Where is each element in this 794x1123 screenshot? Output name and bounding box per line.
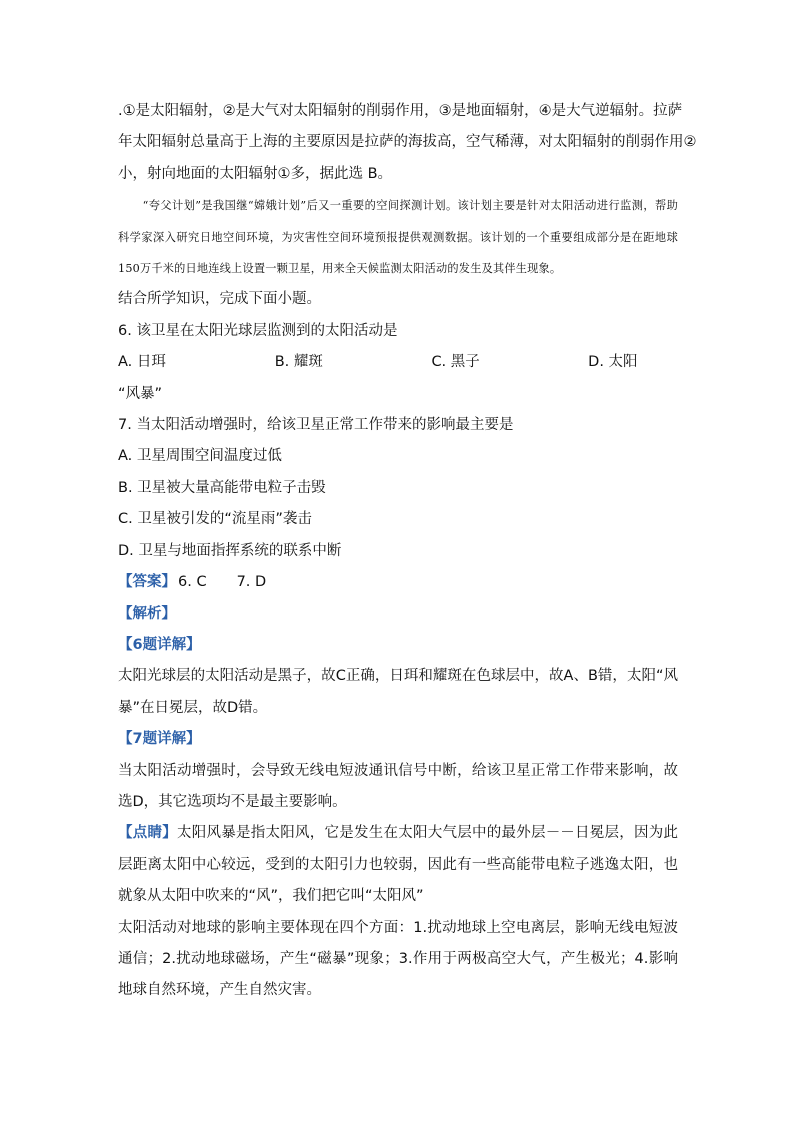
reading-passage: “夸父计划”是我国继“嫦娥计划”后又一重要的空间探测计划。该计划主要是针对太阳活动进行监测，帮助科学家深入研究日地空间环境，为灾害性空间环境预报提供观测数据。该计划的一个重要组成部分是在距地球150万千米的日地连线上设置一颗卫星，用来全天候监测太阳活动的发生及其伴生现象。 (118, 199, 678, 276)
detail-7-label: 【7题详解】 (118, 731, 201, 748)
question-6-stem: 6. 该卫星在太阳光球层监测到的太阳活动是 (118, 322, 398, 339)
answer-q6: 6. C (178, 574, 207, 591)
q6-option-d-continuation: “风暴” (118, 385, 163, 402)
summary-paragraph: 太阳活动对地球的影响主要体现在四个方面：1.扰动地球上空电离层，影响无线电短波通信；2.扰动地球磁场，产生“磁暴”现象；3.作用于两极高空大气，产生极光；4.影响地球自然环境，产生自然灾害。 (118, 919, 678, 999)
answer-row (118, 567, 678, 598)
q6-option-c: C. 黑子 (431, 354, 480, 371)
detail-6-heading (118, 630, 678, 661)
question-6-options (118, 347, 678, 378)
analysis-heading (118, 599, 678, 630)
analysis-label: 【解析】 (118, 605, 176, 622)
question-7-stem: 7. 当太阳活动增强时，给该卫星正常工作带来的影响最主要是 (118, 417, 514, 434)
q6-option-b: B. 耀斑 (274, 354, 323, 371)
intro-line-3: 小，射向地面的太阳辐射①多，据此选 B。 (118, 165, 393, 182)
detail-7-text: 当太阳活动增强时，会导致无线电短波通讯信号中断，给该卫星正常工作带来影响，故选D，其它选项均不是最主要影响。 (118, 762, 678, 810)
intro-line-1: .①是太阳辐射，②是大气对太阳辐射的削弱作用，③是地面辐射，④是大气逆辐射。拉萨 (118, 103, 683, 119)
pointer-paragraph (118, 818, 678, 912)
q7-option-b: B. 卫星被大量高能带电粒子击毁 (118, 479, 326, 496)
answer-label: 【答案】 (118, 574, 176, 591)
q6-option-d: D. 太阳 (588, 354, 638, 371)
detail-7-heading (118, 724, 678, 755)
document-page (118, 96, 697, 1007)
instruction: 结合所学知识，完成下面小题。 (118, 291, 321, 308)
q6-option-a: A. 日珥 (118, 354, 166, 371)
detail-6-label: 【6题详解】 (118, 636, 201, 653)
answer-q7: 7. D (236, 574, 267, 591)
q7-option-a: A. 卫星周围空间温度过低 (118, 448, 282, 465)
q7-option-c: C. 卫星被引发的“流星雨”袭击 (118, 511, 312, 528)
pointer-label: 【点睛】 (118, 825, 177, 842)
q7-option-d: D. 卫星与地面指挥系统的联系中断 (118, 542, 342, 559)
detail-6-text: 太阳光球层的太阳活动是黑子，故C正确，日珥和耀斑在色球层中，故A、B错，太阳“风暴”在日冕层，故D错。 (118, 668, 678, 716)
pointer-text: 太阳风暴是指太阳风，它是发生在太阳大气层中的最外层－－日冕层，因为此层距离太阳中心较远，受到的太阳引力也较弱，因此有一些高能带电粒子逃逸太阳，也就象从太阳中吹来的“风”，我们把它叫“太阳风” (118, 825, 678, 905)
intro-line-2: 年太阳辐射总量高于上海的主要原因是拉萨的海拔高，空气稀薄，对太阳辐射的削弱作用② (118, 134, 697, 151)
